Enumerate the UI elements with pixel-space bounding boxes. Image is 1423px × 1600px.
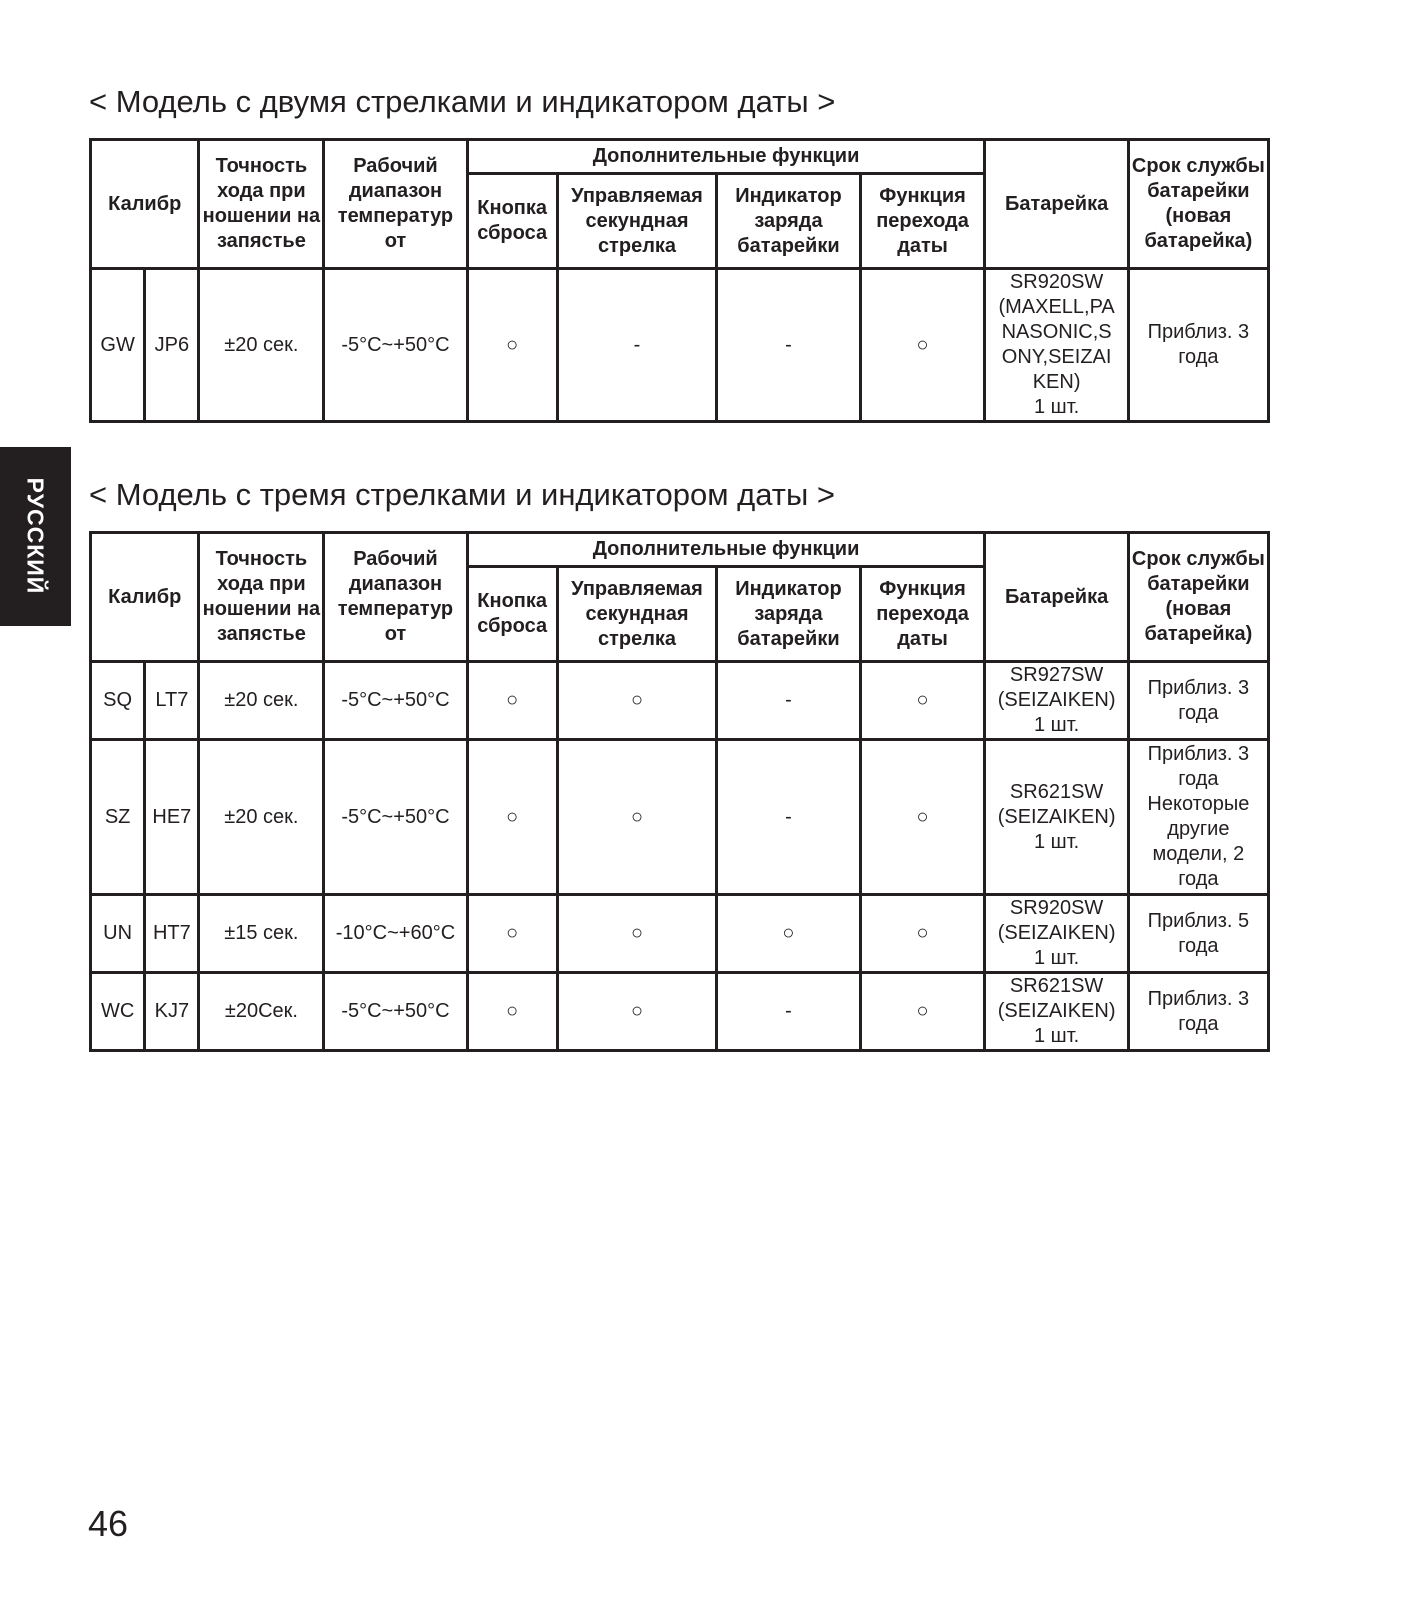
spec-table-two-hands — [89, 138, 1270, 423]
table-row — [91, 662, 1269, 740]
temperature-cell: -5°C~+50°C — [324, 269, 467, 422]
date-function-mark: ○ — [860, 895, 985, 973]
header-reset-button: Кнопка сброса — [467, 174, 557, 269]
header-accuracy: Точность хода при ношении на запястье — [199, 140, 324, 269]
header-temperature: Рабочий диапазон температур от — [324, 533, 467, 662]
header-accuracy: Точность хода при ношении на запястье — [199, 533, 324, 662]
section-title-three-hands: < Модель с тремя стрелками и индикатором даты > — [89, 477, 835, 512]
date-function-mark: ○ — [860, 662, 985, 740]
reset-button-mark: ○ — [467, 662, 557, 740]
date-function-mark: ○ — [860, 973, 985, 1051]
series-cell: UN — [91, 895, 145, 973]
table-row — [91, 973, 1269, 1051]
language-side-tab — [0, 447, 71, 626]
date-function-mark: ○ — [860, 269, 985, 422]
header-caliber: Калибр — [91, 533, 199, 662]
series-cell: SZ — [91, 740, 145, 895]
temperature-cell: -5°C~+50°C — [324, 973, 467, 1051]
battery-cell: SR920SW (MAXELL,PA NASONIC,S ONY,SEIZAI KEN) 1 шт. — [985, 269, 1128, 422]
reset-button-mark: ○ — [467, 740, 557, 895]
table-row — [91, 895, 1269, 973]
battery-cell: SR927SW (SEIZAIKEN) 1 шт. — [985, 662, 1128, 740]
controlled-second-hand-mark: ○ — [557, 973, 717, 1051]
battery-indicator-mark: - — [717, 269, 860, 422]
caliber-cell: KJ7 — [145, 973, 199, 1051]
battery-cell: SR920SW (SEIZAIKEN) 1 шт. — [985, 895, 1128, 973]
reset-button-mark: ○ — [467, 895, 557, 973]
header-reset-button: Кнопка сброса — [467, 567, 557, 662]
table-body — [91, 269, 1269, 422]
caliber-cell: HT7 — [145, 895, 199, 973]
header-temperature: Рабочий диапазон температур от — [324, 140, 467, 269]
header-battery-life: Срок службы батарейки (новая батарейка) — [1128, 533, 1268, 662]
table-row — [91, 740, 1269, 895]
accuracy-cell: ±20 сек. — [199, 269, 324, 422]
language-label: РУССКИЙ — [22, 477, 49, 595]
accuracy-cell: ±20 сек. — [199, 740, 324, 895]
date-function-mark: ○ — [860, 740, 985, 895]
page-number: 46 — [88, 1503, 129, 1544]
controlled-second-hand-mark: ○ — [557, 740, 717, 895]
header-battery-indicator: Индикатор заряда батарейки — [717, 174, 860, 269]
battery-indicator-mark: ○ — [717, 895, 860, 973]
battery-life-cell: Приблиз. 3 года — [1128, 662, 1268, 740]
temperature-cell: -10°C~+60°C — [324, 895, 467, 973]
table-body — [91, 662, 1269, 1051]
header-battery-life: Срок службы батарейки (новая батарейка) — [1128, 140, 1268, 269]
battery-indicator-mark: - — [717, 662, 860, 740]
battery-cell: SR621SW (SEIZAIKEN) 1 шт. — [985, 740, 1128, 895]
reset-button-mark: ○ — [467, 973, 557, 1051]
spec-table-three-hands — [89, 531, 1270, 1052]
controlled-second-hand-mark: ○ — [557, 662, 717, 740]
battery-life-cell: Приблиз. 3 года — [1128, 269, 1268, 422]
caliber-cell: HE7 — [145, 740, 199, 895]
header-battery-indicator: Индикатор заряда батарейки — [717, 567, 860, 662]
accuracy-cell: ±20Сек. — [199, 973, 324, 1051]
table-row — [91, 269, 1269, 422]
battery-life-cell: Приблиз. 3 года — [1128, 973, 1268, 1051]
header-extra-functions: Дополнительные функции — [467, 140, 985, 174]
series-cell: WC — [91, 973, 145, 1051]
battery-cell: SR621SW (SEIZAIKEN) 1 шт. — [985, 973, 1128, 1051]
header-caliber: Калибр — [91, 140, 199, 269]
reset-button-mark: ○ — [467, 269, 557, 422]
accuracy-cell: ±15 сек. — [199, 895, 324, 973]
header-controlled-second-hand: Управляемая секундная стрелка — [557, 174, 717, 269]
header-date-function: Функция перехода даты — [860, 567, 985, 662]
controlled-second-hand-mark: - — [557, 269, 717, 422]
header-battery: Батарейка — [985, 140, 1128, 269]
header-date-function: Функция перехода даты — [860, 174, 985, 269]
battery-indicator-mark: - — [717, 740, 860, 895]
controlled-second-hand-mark: ○ — [557, 895, 717, 973]
temperature-cell: -5°C~+50°C — [324, 740, 467, 895]
accuracy-cell: ±20 сек. — [199, 662, 324, 740]
battery-life-cell: Приблиз. 3 года Некоторые другие модели, 2 года — [1128, 740, 1268, 895]
caliber-cell: JP6 — [145, 269, 199, 422]
header-extra-functions: Дополнительные функции — [467, 533, 985, 567]
battery-life-cell: Приблиз. 5 года — [1128, 895, 1268, 973]
section-title-two-hands: < Модель с двумя стрелками и индикатором даты > — [89, 84, 836, 119]
header-controlled-second-hand: Управляемая секундная стрелка — [557, 567, 717, 662]
caliber-cell: LT7 — [145, 662, 199, 740]
series-cell: SQ — [91, 662, 145, 740]
series-cell: GW — [91, 269, 145, 422]
temperature-cell: -5°C~+50°C — [324, 662, 467, 740]
header-battery: Батарейка — [985, 533, 1128, 662]
battery-indicator-mark: - — [717, 973, 860, 1051]
